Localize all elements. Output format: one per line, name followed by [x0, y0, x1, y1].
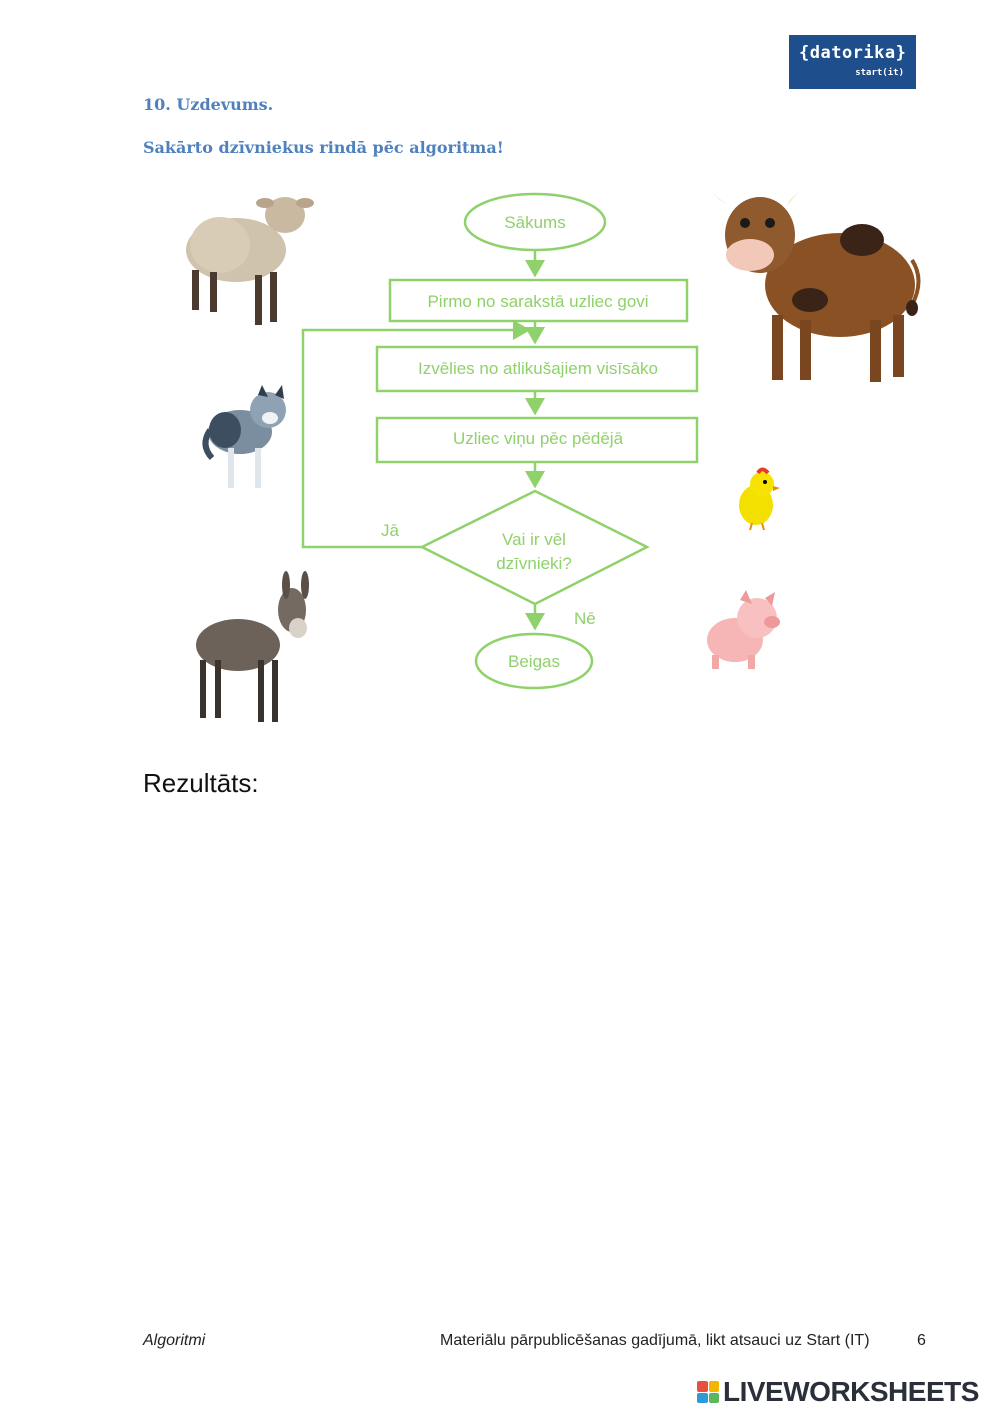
task-number: 10. Uzdevums. [143, 95, 274, 114]
flowchart-start-label: Sākums [504, 213, 566, 232]
donkey-image[interactable] [196, 571, 309, 722]
flowchart-no-label: Nē [574, 609, 596, 628]
chick-image[interactable] [739, 470, 780, 531]
sheep-image[interactable] [186, 197, 314, 325]
footer-attribution: Materiālu pārpublicēšanas gadījumā, likt atsauci uz Start (IT) [440, 1332, 870, 1349]
flowchart-decision-line1: Vai ir vēl [502, 530, 566, 549]
result-label: Rezultāts: [143, 768, 259, 798]
flowchart-step1-label: Pirmo no sarakstā uzliec govi [427, 292, 649, 311]
flowchart-decision-line2: dzīvnieki? [496, 554, 572, 573]
cow-image[interactable] [712, 190, 919, 382]
page-number: 6 [917, 1332, 926, 1349]
liveworksheets-watermark [697, 1376, 979, 1408]
footer-topic: Algoritmi [143, 1332, 206, 1349]
task-instruction: Sakārto dzīvniekus rindā pēc algoritma! [143, 138, 504, 157]
pig-image[interactable] [707, 590, 780, 669]
flowchart-end-label: Beigas [508, 652, 560, 671]
wolf-image[interactable] [205, 385, 286, 488]
logo-sub-text: start(it) [855, 68, 904, 78]
flowchart-step2-label: Izvēlies no atlikušajiem visīsāko [418, 359, 658, 378]
flowchart-step3-label: Uzliec viņu pēc pēdējā [452, 429, 624, 448]
logo-main-text: {datorika} [799, 43, 907, 63]
flowchart-yes-label: Jā [381, 521, 399, 540]
liveworksheets-logo-icon [697, 1381, 719, 1403]
liveworksheets-text: LIVEWORKSHEETS [723, 1376, 979, 1407]
